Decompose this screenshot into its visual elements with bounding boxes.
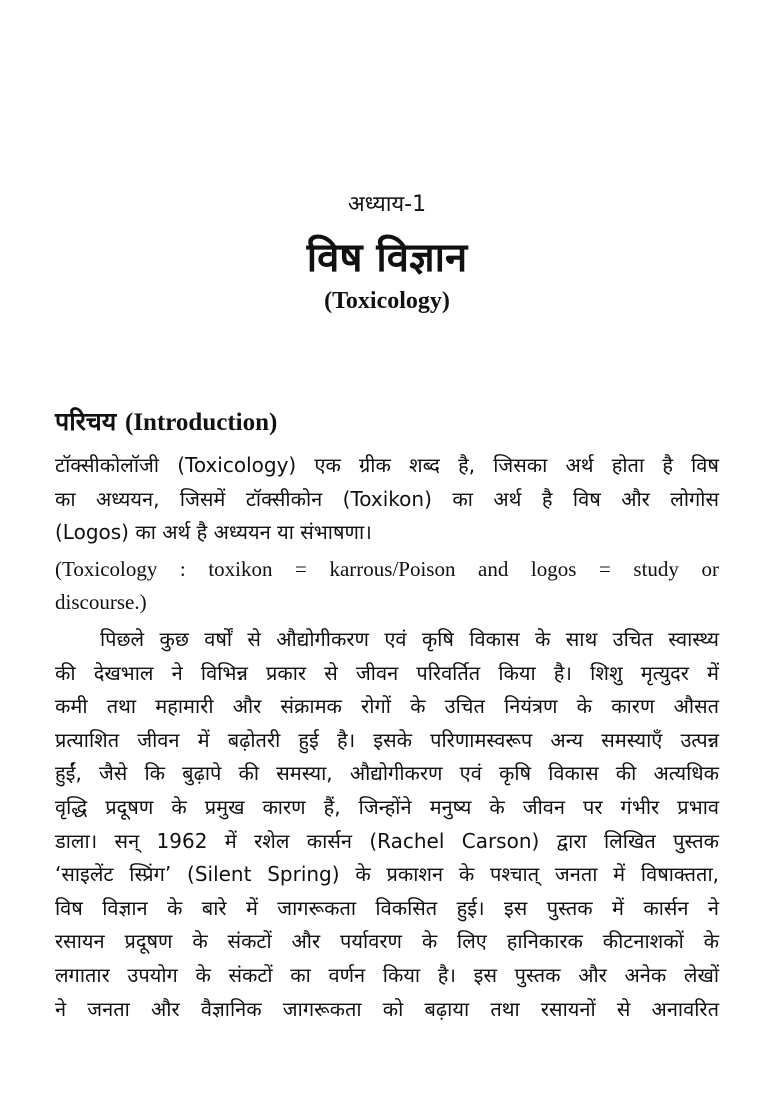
chapter-title: विष विज्ञान — [306, 235, 468, 281]
paragraph-definition — [55, 449, 719, 550]
text-line: रसायन प्रदूषण के संकटों और पर्यावरण के लिए हानिकारक कीटनाशकों के — [55, 929, 719, 954]
text-line: डाला। सन् 1962 में रशेल कार्सन (Rachel Carson) द्वारा लिखित पुस्तक — [55, 828, 719, 853]
text-line: विष विज्ञान के बारे में जागरूकता विकसित हुई। इस पुस्तक में कार्सन ने — [55, 895, 719, 920]
text-line: वृद्धि प्रदूषण के प्रमुख कारण हैं, जिन्होंने मनुष्य के जीवन पर गंभीर प्रभाव — [55, 794, 719, 819]
chapter-subtitle: (Toxicology) — [324, 288, 450, 314]
text-line: की देखभाल ने विभिन्न प्रकार से जीवन परिवर्तित किया है। शिशु मृत्युदर में — [55, 660, 719, 685]
text-line: (Logos) का अर्थ है अध्ययन या संभाषणा। — [55, 520, 372, 545]
text-line: discourse.) — [55, 590, 147, 615]
section-heading — [55, 404, 277, 441]
text-line: पिछले कुछ वर्षों से औद्योगीकरण एवं कृषि विकास के साथ उचित स्वास्थ्य — [100, 626, 719, 651]
chapter-number: अध्याय-1 — [347, 192, 427, 217]
text-line: का अध्ययन, जिसमें टॉक्सीकोन (Toxikon) का अर्थ है विष और लोगोस — [55, 486, 719, 511]
paragraph-history — [55, 623, 719, 1026]
text-line: कमी तथा महामारी और संक्रामक रोगों के उचित नियंत्रण के कारण औसत — [55, 694, 719, 719]
text-line: लगातार उपयोग के संकटों का वर्णन किया है। इस पुस्तक और अनेक लेखों — [55, 962, 719, 987]
text-line: (Toxicology : toxikon = karrous/Poison and logos = study or — [55, 556, 719, 581]
text-line: टॉक्सीकोलॉजी (Toxicology) एक ग्रीक शब्द है, जिसका अर्थ होता है विष — [55, 453, 719, 477]
text-line: प्रत्याशित जीवन में बढ़ोतरी हुई है। इसके परिणामस्वरूप अन्य समस्याएँ उत्पन्न — [55, 727, 719, 752]
text-line: ‘साइलेंट स्प्रिंग’ (Silent Spring) के प्रकाशन के पश्चात् जनता में विषाक्तता, — [55, 862, 719, 887]
section-heading-english: (Introduction) — [125, 409, 278, 436]
section-heading-hindi: परिचय — [55, 407, 117, 436]
paragraph-etymology — [55, 553, 719, 620]
text-line: हुईं, जैसे कि बुढ़ापे की समस्या, औद्योगीकरण एवं कृषि विकास की अत्यधिक — [55, 761, 719, 786]
text-line: ने जनता और वैज्ञानिक जागरूकता को बढ़ाया तथा रसायनों से अनावरित — [55, 996, 719, 1021]
body-text — [55, 449, 719, 1026]
